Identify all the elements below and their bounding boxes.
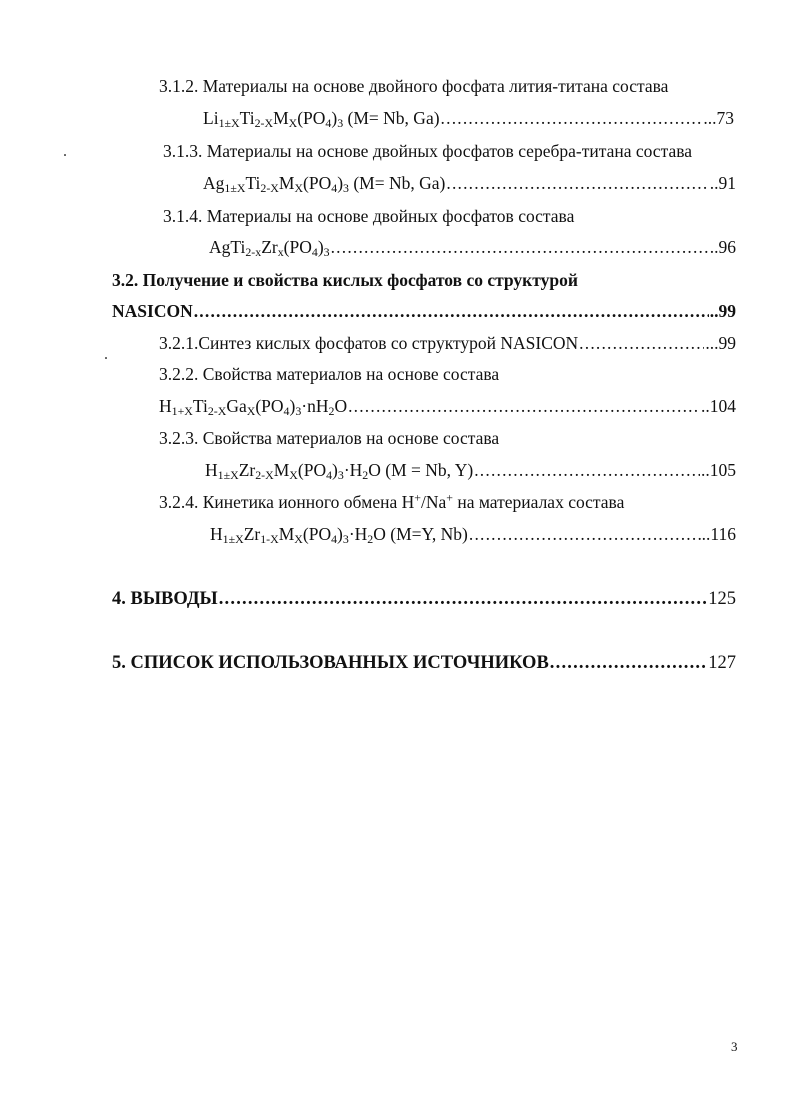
dot-leader <box>331 236 714 258</box>
formula: $H_{1\pm X}Zr_{1-X}M_X(PO_4)_3\cdot H_2O$ (M=Y, Nb) <box>210 524 468 546</box>
toc-section-4[interactable] <box>112 588 736 610</box>
formula: $Li_{1\pm X}Ti_{2-X}M_X(PO_4)_3$ (M= Nb, Ga) <box>203 108 440 130</box>
toc-entry-3-2-3[interactable] <box>205 459 736 481</box>
toc-section-5[interactable] <box>112 652 736 674</box>
dot-leader <box>469 523 701 545</box>
toc-entry-3-1-3[interactable] <box>203 172 736 194</box>
scan-speck <box>105 357 107 359</box>
charge-sup: + <box>446 490 453 505</box>
toc-entry-3-2-2-title: 3.2.2. Свойства материалов на основе состава <box>159 364 500 384</box>
toc-entry-3-2-2[interactable] <box>159 395 736 417</box>
dot-leader <box>194 300 709 322</box>
page-number: 3 <box>731 1039 738 1054</box>
page-ref: .96 <box>714 237 736 257</box>
formula-condition: (M= Nb, Ga) <box>347 108 440 128</box>
section-title-cont: NASICON <box>112 301 193 321</box>
toc-entry-3-1-2[interactable] <box>203 107 734 129</box>
formula: $H_{1\pm X}Zr_{2-X}M_X(PO_4)_3\cdot H_2O$ (M = Nb, Y) <box>205 460 474 482</box>
page-ref: ..105 <box>701 460 736 480</box>
dot-leader <box>219 588 708 610</box>
page-ref: ..91 <box>709 173 736 193</box>
toc-entry-3-2-3-title: 3.2.3. Свойства материалов на основе состава <box>159 428 500 448</box>
entry-title: 3.2.1.Синтез кислых фосфатов со структурой NASICON <box>159 333 579 353</box>
toc-entry-3-2-4[interactable] <box>210 523 736 545</box>
page-ref: 125 <box>708 589 736 609</box>
formula: $Ag_{1\pm X}Ti_{2-X}M_X(PO_4)_3$ (M= Nb, Ga) <box>203 173 446 195</box>
page-ref: ...99 <box>705 333 736 353</box>
toc-section-3-2[interactable] <box>112 300 736 322</box>
title-prefix: 3.2.4. Кинетика ионного обмена H <box>159 492 415 512</box>
dot-leader <box>474 459 700 481</box>
dot-leader <box>348 395 700 417</box>
dot-leader <box>550 652 707 674</box>
page-ref: ...73 <box>703 108 734 128</box>
toc-entry-3-1-4[interactable] <box>209 236 736 258</box>
dot-leader <box>441 107 703 129</box>
page-ref: ..99 <box>709 301 736 321</box>
title-mid: /Na <box>420 492 447 512</box>
toc-section-3-2-title: 3.2. Получение и свойства кислых фосфатов со структурой <box>112 270 578 290</box>
toc-entry-3-2-1[interactable] <box>159 332 736 354</box>
formula: $H_{1+X}Ti_{2-X}Ga_X(PO_4)_3\cdot nH_2O$ <box>159 396 348 418</box>
page-ref: 127 <box>708 653 736 673</box>
formula: $AgTi_{2-x}Zr_x(PO_4)_3$ <box>209 237 330 259</box>
formula-condition: (M = Nb, Y) <box>385 460 474 480</box>
charge-sup: + <box>414 490 421 505</box>
toc-entry-3-1-4-title: 3.1.4. Материалы на основе двойных фосфатов состава <box>163 206 575 226</box>
scan-speck <box>64 154 66 156</box>
toc-entry-3-1-3-title: 3.1.3. Материалы на основе двойных фосфатов серебра-титана состава <box>163 141 693 161</box>
page-ref: ..116 <box>701 524 736 544</box>
formula-condition: (M= Nb, Ga) <box>353 173 446 193</box>
section-title: 4. ВЫВОДЫ <box>112 589 218 609</box>
title-suffix: на материалах состава <box>452 492 625 512</box>
formula-condition: (M=Y, Nb) <box>390 524 468 544</box>
dot-leader <box>446 172 708 194</box>
toc-entry-3-2-4-title <box>159 491 624 513</box>
page-ref: ..104 <box>701 396 736 416</box>
section-title: 5. СПИСОК ИСПОЛЬЗОВАННЫХ ИСТОЧНИКОВ <box>112 653 549 673</box>
toc-entry-3-1-2-title: 3.1.2. Материалы на основе двойного фосфата лития-титана состава <box>159 76 669 96</box>
dot-leader <box>579 332 704 354</box>
